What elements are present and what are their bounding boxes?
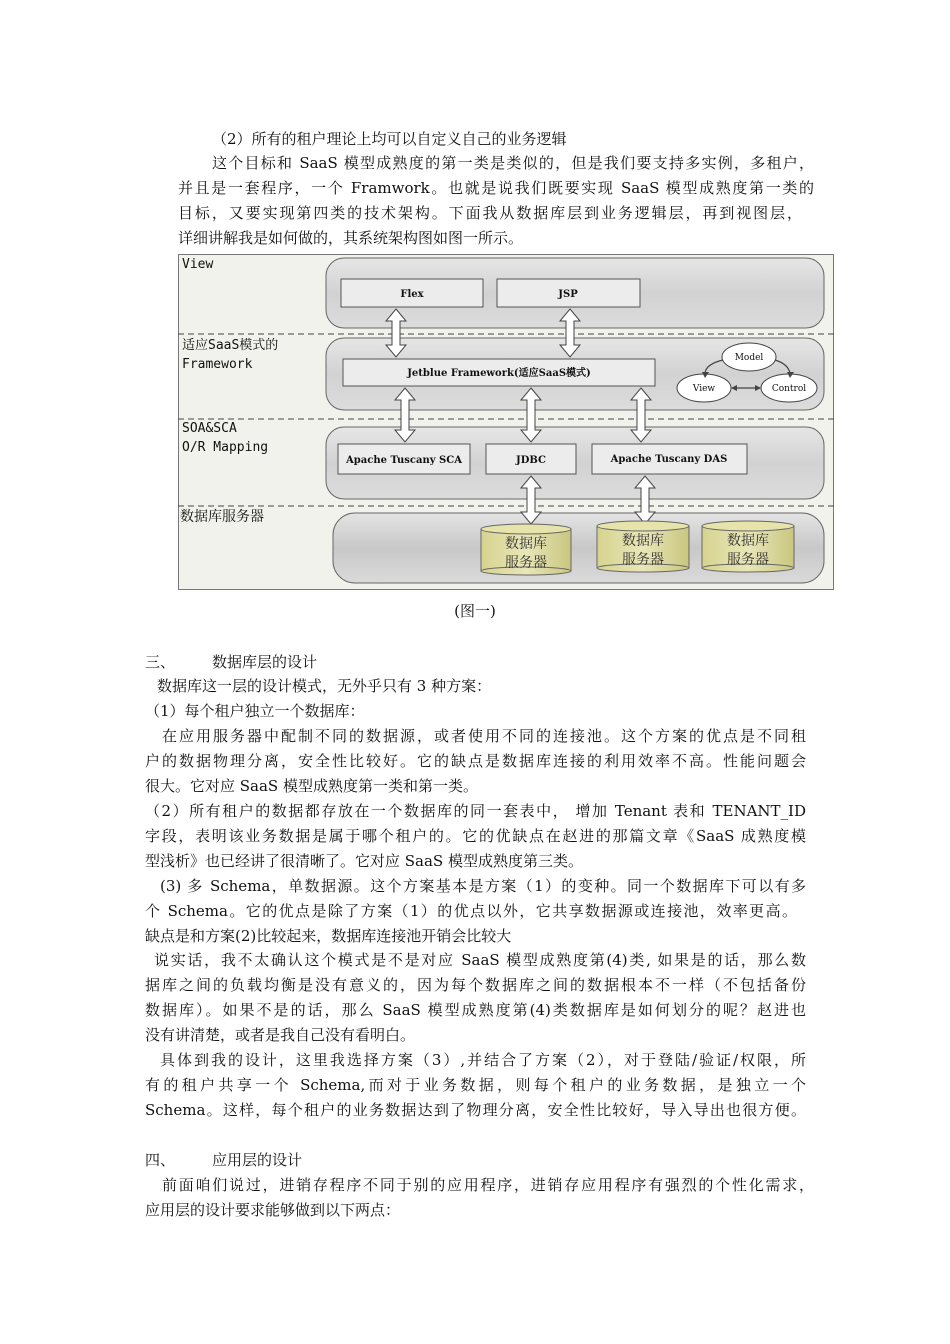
paragraph-line: （2）所有租户的数据都存放在一个数据库的同一套表中， 增加 Tenant 表和 TENANT_ID	[145, 802, 806, 820]
db-label: 服务器	[505, 555, 547, 571]
section-3-number: 三、	[145, 653, 176, 671]
layer-label-database: 数据库服务器	[180, 509, 264, 525]
layer-label-framework: 适应SaaS模式的	[182, 338, 279, 353]
layer-label-view: View	[182, 257, 214, 272]
figure-caption: (图一)	[454, 602, 496, 620]
db-label: 数据库	[727, 533, 769, 549]
jsp-label: JSP	[558, 289, 578, 300]
paragraph-line: (3) 多 Schema，单数据源。这个方案基本是方案（1）的变种。同一个数据库下可以有多	[160, 877, 806, 895]
paragraph-line: 有的租户共享一个 Schema,而对于业务数据，则每个租户的业务数据，是独立一个	[145, 1076, 806, 1094]
paragraph-line: 应用层的设计要求能够做到以下两点：	[145, 1201, 401, 1219]
paragraph-line: 据库之间的负载均衡是没有意义的，因为每个数据库之间的数据根本不一样（不包括备份	[145, 976, 806, 994]
paragraph-line: 户的数据物理分离，安全性比较好。它的缺点是数据库连接的利用效率不高。性能问题会	[145, 752, 806, 770]
paragraph-line: 很大。它对应 SaaS 模型成熟度第一类和第一类。	[145, 777, 478, 795]
jdbc-label: JDBC	[516, 455, 546, 466]
layer-label-framework-en: Framework	[182, 357, 253, 372]
flex-label: Flex	[400, 289, 424, 300]
paragraph-line: 在应用服务器中配制不同的数据源，或者使用不同的连接池。这个方案的优点是不同租	[162, 727, 806, 745]
mvc-view-label: View	[692, 384, 716, 394]
layer-label-orm: O/R Mapping	[182, 440, 269, 455]
paragraph-line: （1）每个租户独立一个数据库：	[145, 702, 365, 720]
db-label: 服务器	[622, 552, 664, 568]
tuscany-sca-label: Apache Tuscany SCA	[346, 455, 462, 466]
paragraph-line: Schema。这样，每个租户的业务数据达到了物理分离，安全性比较好，导入导出也很方便。	[145, 1101, 806, 1119]
jetblue-framework-label: Jetblue Framework(适应SaaS模式)	[407, 368, 591, 379]
intro-paragraph-line: 详细讲解我是如何做的，其系统架构图如图一所示。	[178, 229, 524, 247]
intro-item-2: （2）所有的租户理论上均可以自定义自己的业务逻辑	[212, 130, 567, 148]
paragraph-line: 个 Schema。它的优点是除了方案（1）的优点以外，它共享数据源或连接池，效率更高。	[145, 902, 797, 920]
intro-paragraph-line: 并且是一套程序，一个 Framwork。也就是说我们既要实现 SaaS 模型成熟度第一类的	[178, 179, 814, 197]
intro-paragraph-line: 这个目标和 SaaS 模型成熟度的第一类是类似的，但是我们要支持多实例，多租户，	[212, 154, 814, 172]
architecture-diagram	[178, 254, 834, 590]
db-label: 数据库	[505, 536, 547, 552]
section-4-number: 四、	[145, 1151, 176, 1169]
layer-label-soa: SOA&SCA	[182, 421, 237, 436]
tuscany-das-label: Apache Tuscany DAS	[610, 454, 728, 465]
paragraph-line: 数据库这一层的设计模式，无外乎只有 3 种方案：	[157, 677, 492, 695]
paragraph-line: 前面咱们说过，进销存程序不同于别的应用程序，进销存应用程序有强烈的个性化需求，	[162, 1176, 814, 1194]
paragraph-line: 没有讲清楚，或者是我自己没有看明白。	[145, 1026, 416, 1044]
paragraph-line: 数据库）。如果不是的话，那么 SaaS 模型成熟度第(4)类数据库是如何划分的呢？赵进也	[145, 1001, 806, 1019]
mvc-model-label: Model	[734, 353, 764, 363]
intro-paragraph-line: 目标，又要实现第四类的技术架构。下面我从数据库层到业务逻辑层，再到视图层，	[178, 204, 802, 222]
db-label: 数据库	[622, 533, 664, 549]
paragraph-line: 具体到我的设计，这里我选择方案（3）,并结合了方案（2），对于登陆/验证/权限，所	[160, 1051, 806, 1069]
mvc-control-label: Control	[771, 384, 807, 394]
db-label: 服务器	[727, 552, 769, 568]
paragraph-line: 说实话，我不太确认这个模式是不是对应 SaaS 模型成熟度第(4)类, 如果是的话，那么数	[154, 951, 806, 969]
section-4-title: 应用层的设计	[212, 1151, 303, 1169]
paragraph-line: 缺点是和方案(2)比较起来，数据库连接池开销会比较大	[145, 927, 512, 945]
section-3-title: 数据库层的设计	[212, 653, 318, 671]
paragraph-line: 字段，表明该业务数据是属于哪个租户的。它的优缺点在赵进的那篇文章《SaaS 成熟度模	[145, 827, 806, 845]
paragraph-line: 型浅析》也已经讲了很清晰了。它对应 SaaS 模型成熟度第三类。	[145, 852, 583, 870]
